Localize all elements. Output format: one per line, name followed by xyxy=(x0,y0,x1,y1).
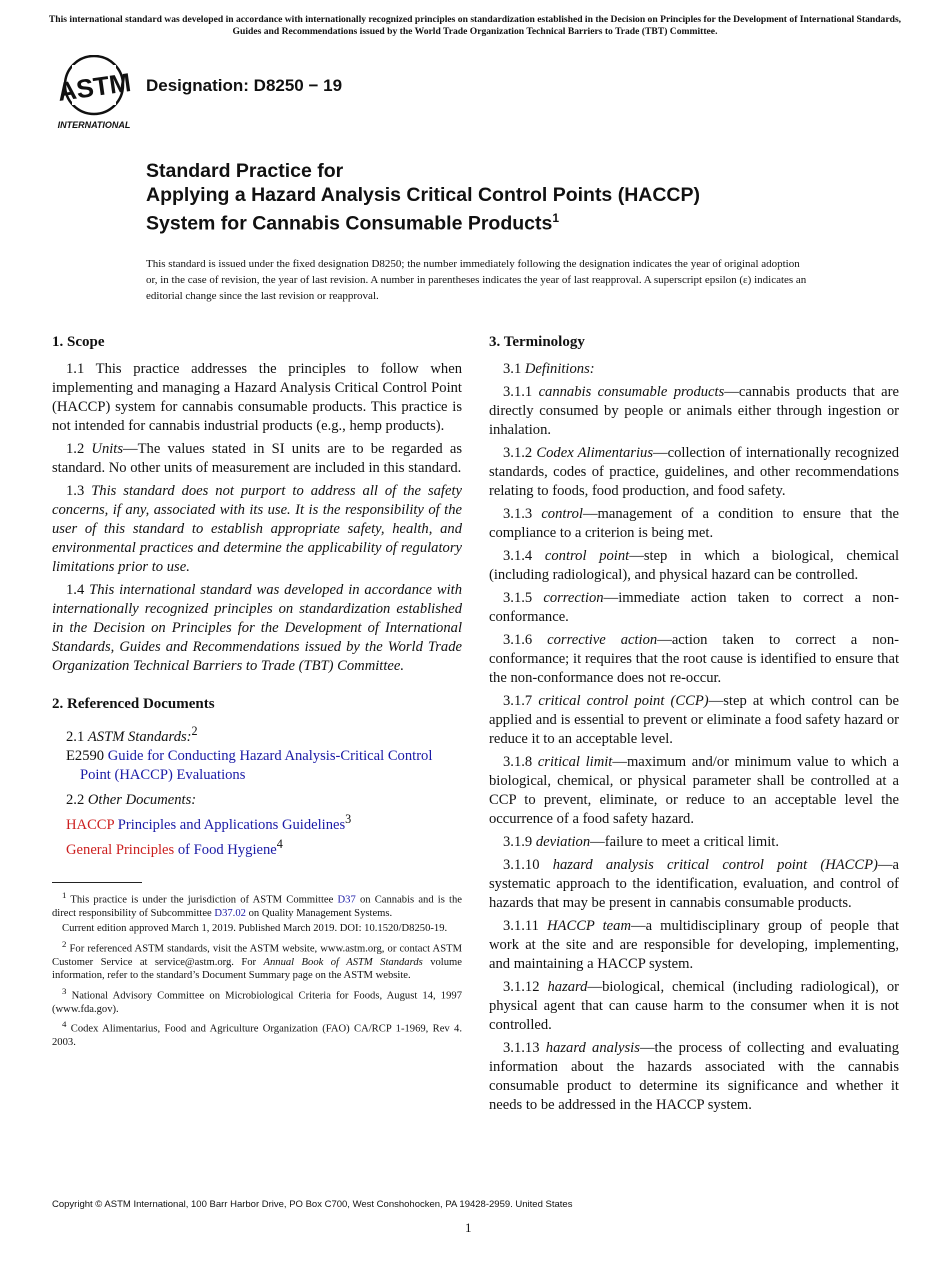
definition-item: 3.1.9 deviation—failure to meet a critical limit. xyxy=(503,834,779,850)
link-food-hygiene[interactable]: of Food Hygiene xyxy=(174,841,277,858)
footnote-4: $^4$ Codex Alimentarius, Food and Agriculture Organization (FAO) CA/RCP 1-1969, Rev 4. 2003. xyxy=(52,1019,462,1049)
ref-haccp-guidelines: HACCP Principles and Applications Guidelines$^3$ xyxy=(66,811,352,833)
footnote-divider xyxy=(52,882,142,883)
svg-text:INTERNATIONAL: INTERNATIONAL xyxy=(57,120,131,130)
link-haccp-guidelines[interactable]: Principles and Applications Guidelines xyxy=(117,816,346,833)
definition-item: 3.1.1 cannabis consumable products—cannabis products that are directly consumed by people or animals either through ingestion or inhalation. xyxy=(489,384,899,438)
definition-item: 3.1.6 corrective action—action taken to correct a non-conformance; it requires that the root cause is identified to ensure that the non-conformance does not re-occur. xyxy=(489,632,899,686)
definition-item: 3.1.12 hazard—biological, chemical (including radiological), or physical agent that can cause harm to the consumer when it is not controlled. xyxy=(489,979,899,1033)
astm-standards-label: 2.1 ASTM Standards:$^2$ xyxy=(66,724,198,745)
right-column xyxy=(489,332,899,1119)
definition-item: 3.1.10 hazard analysis critical control point (HACCP)—a systematic approach to the identification, evaluation, and control of hazards that may be present in cannabis consumable products. xyxy=(489,857,899,911)
astm-logo xyxy=(52,55,136,133)
definition-item: 3.1.3 control—management of a condition to ensure that the compliance to a criterion is being met. xyxy=(489,506,899,541)
footnote-1: $^1$ This practice is under the jurisdiction of ASTM Committee D37 on Cannabis and is the direct responsibility of Subcommittee D37.02 on Quality Management Systems. xyxy=(52,889,462,919)
definition-item: 3.1.8 critical limit—maximum and/or minimum value to which a biological, chemical, or physical parameter shall be controlled at a CCP to prevent, eliminate, or reduce to an acceptable level the occurrence of a food safety hazard. xyxy=(489,754,899,827)
other-documents-label: 2.2 Other Documents: xyxy=(66,791,197,808)
definition-item: 3.1.13 hazard analysis—the process of collecting and evaluating information about the hazards associated with the cannabis consumable product to determine its significance and whether it needs to be addressed in the HACCP system. xyxy=(489,1040,899,1113)
copyright: Copyright © ASTM International, 100 Barr Harbor Drive, PO Box C700, West Conshohocken, PA 19428-2959. United States xyxy=(52,1199,573,1210)
left-column xyxy=(52,332,462,1052)
scope-1-4: 1.4 This international standard was developed in accordance with internationally recognized principles on standardization established in the Decision on Principles for the Development of International Standards, Guides and Recommendations issued by the World Trade Organization Technical Barriers to Trade (TBT) Committee. xyxy=(52,582,463,674)
definition-item: 3.1.5 correction—immediate action taken to correct a non-conformance. xyxy=(489,590,899,625)
definitions-label: 3.1 Definitions: xyxy=(503,361,595,377)
link-d37[interactable]: D37 xyxy=(337,894,356,906)
definition-item: 3.1.7 critical control point (CCP)—step at which control can be applied and is essential to prevent or eliminate a food safety hazard or reduce it to an acceptable level. xyxy=(489,693,900,747)
terminology-heading: 3. Terminology xyxy=(489,334,585,350)
definitions-list xyxy=(489,383,899,1115)
footnote-3: $^3$ National Advisory Committee on Microbiological Criteria for Foods, August 14, 1997 (www.fda.gov). xyxy=(52,985,462,1015)
tbt-notice: This international standard was developed in accordance with internationally recognized principles on standardization established in the Decision on Principles for the Development of International Standards, Guides and Recommendations issued by the World Trade Organization Technical Barriers to Trade (TBT) Committee. xyxy=(48,14,902,37)
designation: Designation: D8250 − 19 xyxy=(146,76,343,95)
link-general-principles[interactable]: General Principles xyxy=(66,841,175,858)
link-haccp[interactable]: HACCP xyxy=(66,816,118,833)
document-title xyxy=(146,160,886,236)
issuance-note: This standard is issued under the fixed designation D8250; the number immediately following the designation indicates the year of original adoption or, in the case of revision, the year of last revision. A number in parentheses indicates the year of last reapproval. A superscript epsilon (ε) indicates an editorial change since the last revision or reapproval. xyxy=(146,258,807,302)
page-number: 1 xyxy=(465,1220,472,1235)
title-line-1: Standard Practice for xyxy=(146,160,344,182)
svg-text:ASTM: ASTM xyxy=(55,66,133,107)
scope-1-1: 1.1 This practice addresses the principles to follow when implementing and managing a Hazard Analysis Critical Control Point (HACCP) system for cannabis consumable products. This practice is not intended for cannabis industrial products (e.g., hemp products). xyxy=(52,361,462,434)
ref-e2590: E2590 Guide for Conducting Hazard Analysis-Critical Control Point (HACCP) Evaluations xyxy=(66,747,433,783)
title-footnote-mark: 1 xyxy=(552,211,560,225)
definition-item: 3.1.2 Codex Alimentarius—collection of internationally recognized standards, codes of practice, guidelines, and other recommendations relating to foods, food production, and food safety. xyxy=(489,445,899,499)
scope-heading: 1. Scope xyxy=(52,334,105,350)
scope-1-2: 1.2 Units—The values stated in SI units are to be regarded as standard. No other units of measurement are included in this standard. xyxy=(52,441,462,476)
ref-food-hygiene: General Principles of Food Hygiene$^4$ xyxy=(66,836,283,858)
footnote-1-edition: Current edition approved March 1, 2019. Published March 2019. DOI: 10.1520/D8250-19. xyxy=(62,923,448,935)
definition-item: 3.1.4 control point—step in which a biological, chemical (including radiological), and physical hazard can be controlled. xyxy=(489,548,900,583)
link-e2590[interactable]: Guide for Conducting Hazard Analysis-Critical Control Point (HACCP) Evaluations xyxy=(80,747,433,783)
definition-item: 3.1.11 HACCP team—a multidisciplinary group of people that work at the site and are responsible for developing, implementing, and maintaining a HACCP system. xyxy=(489,918,900,972)
title-line-2: Applying a Hazard Analysis Critical Control Points (HACCP) xyxy=(146,183,701,206)
scope-1-3: 1.3 This standard does not purport to address all of the safety concerns, if any, associated with its use. It is the responsibility of the user of this standard to establish appropriate safety, health, and environmental practices and determine the applicability of regulatory limitations prior to use. xyxy=(52,483,462,575)
referenced-documents-heading: 2. Referenced Documents xyxy=(52,696,215,712)
title-line-3: System for Cannabis Consumable Products xyxy=(146,212,553,235)
link-d37-02[interactable]: D37.02 xyxy=(214,907,246,919)
footnote-2: $^2$ For referenced ASTM standards, visit the ASTM website, www.astm.org, or contact ASTM Customer Service at service@astm.org. For Annual Book of ASTM Standards volume information, refer to the standard’s Document Summary page on the ASTM website. xyxy=(52,938,462,982)
